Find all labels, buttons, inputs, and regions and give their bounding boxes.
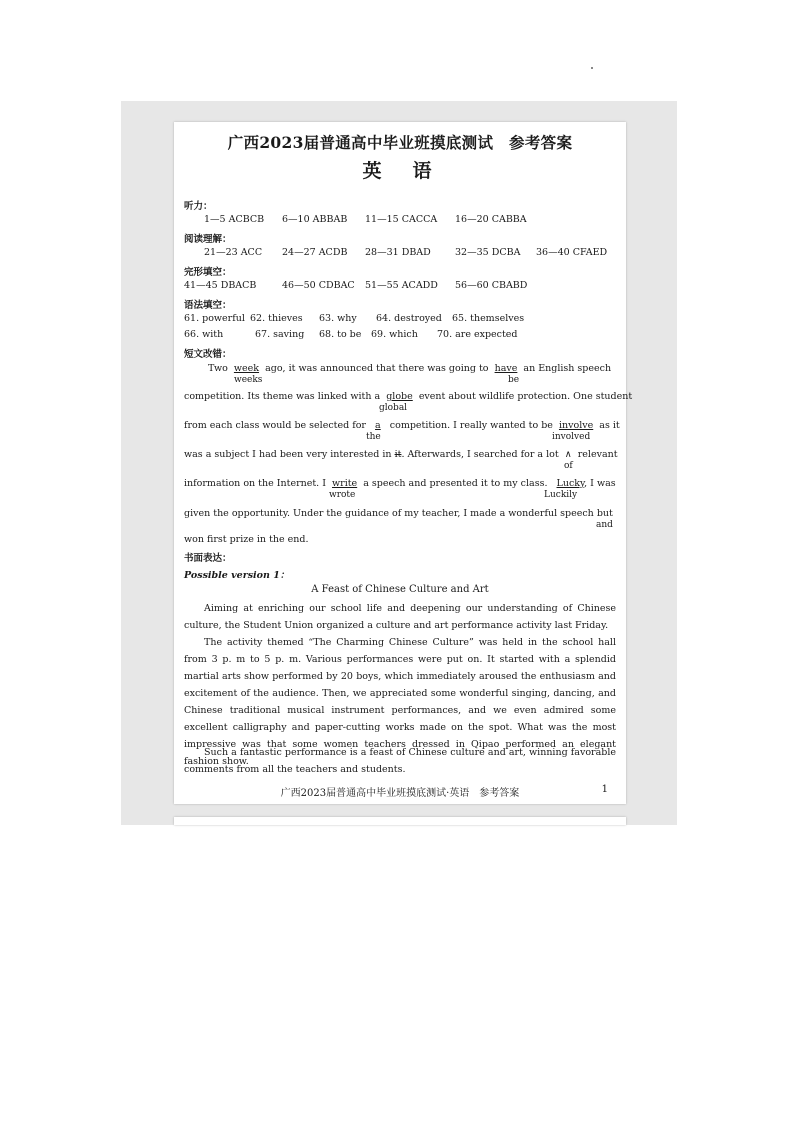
insert-mark: ∧ (564, 449, 572, 460)
correction-heading: 短文改错： (184, 349, 232, 360)
answer-group: 51—55 ACADD (365, 280, 438, 291)
error-word: involve (558, 420, 594, 431)
version-label: Possible version 1： (184, 570, 290, 581)
grammar-answer: 64. destroyed (376, 313, 442, 324)
answer-group: 41—45 DBACB (184, 280, 257, 291)
essay-title: A Feast of Chinese Culture and Art (311, 584, 489, 595)
page-footer: 广西2023届普通高中毕业班摸底测试·英语 参考答案 (280, 788, 520, 799)
writing-heading: 书面表达： (184, 553, 232, 564)
error-word: it (394, 449, 402, 460)
answer-group: 16—20 CABBA (455, 214, 527, 225)
grammar-answer: 66. with (184, 329, 224, 340)
answer-group: 28—31 DBAD (365, 247, 431, 258)
cloze-heading: 完形填空： (184, 267, 232, 278)
correction-fix: weeks (234, 375, 263, 385)
correction-fix: global (379, 403, 408, 413)
error-word: Lucky (556, 478, 585, 489)
answer-group: 46—50 CDBAC (282, 280, 355, 291)
error-word: globe (386, 391, 413, 402)
correction-fix: the (366, 432, 381, 442)
answer-group: 11—15 CACCA (365, 214, 438, 225)
correction-fix: be (508, 375, 520, 385)
error-word: have (494, 363, 518, 374)
page-number: 1 (601, 784, 608, 795)
subject-title: 英 语 (362, 160, 438, 182)
grammar-answer: 61. powerful (184, 313, 245, 324)
grammar-heading: 语法填空： (184, 300, 232, 311)
error-word: week (233, 363, 260, 374)
reading-heading: 阅读理解： (184, 234, 232, 245)
answer-page (174, 122, 633, 804)
essay-paragraph: Aiming at enriching our school life and deepening our understanding of Chinese culture, the Student Union organized a culture and art performance activity last Friday. (184, 603, 616, 631)
correction-line: won first prize in the end. (184, 534, 309, 545)
error-word: write (332, 478, 358, 489)
grammar-answer: 69. which (371, 329, 418, 340)
correction-line: Two week ago, it was announced that there was going to have an English speech (208, 363, 612, 374)
grammar-answer: 70. are expected (437, 329, 518, 340)
essay-paragraph: The activity themed “The Charming Chinese Culture” was held in the school hall from 3 p. m to 5 p. m. Various performances were put on. It started with a splendid martial arts show performed by 20 boys, which immediately aroused the enthusiasm and excitement of the audience. Then, we appreciated some wonderful singing, dancing, and Chinese traditional musical instrument performances, and we even admired some excellent calligraphy and paper-cutting works made on the spot. What was the most impressive was that some women teachers dressed in Qipao performed an elegant fashion show. (184, 637, 616, 767)
correction-line: information on the Internet. I write a speech and presented it to my class. Lucky, I was (184, 478, 616, 489)
grammar-answer: 68. to be (319, 329, 362, 340)
answer-group: 1—5 ACBCB (204, 214, 265, 225)
essay-paragraph: Such a fantastic performance is a feast of Chinese culture and art, winning favorable comments from all the teachers and students. (184, 747, 616, 775)
correction-fix: Luckily (544, 490, 578, 500)
answer-group: 56—60 CBABD (455, 280, 528, 291)
answer-group: 6—10 ABBAB (282, 214, 348, 225)
answer-group: 21—23 ACC (204, 247, 263, 258)
grammar-answer: 67. saving (255, 329, 305, 340)
page-title: 广西2023届普通高中毕业班摸底测试 参考答案 (227, 133, 573, 152)
listening-heading: 听力： (184, 201, 213, 212)
correction-fix: wrote (329, 490, 356, 500)
correction-line: from each class would be selected for a competition. I really wanted to be involve as it (184, 420, 620, 431)
grammar-answer: 62. thieves (250, 313, 303, 324)
answer-group: 32—35 DCBA (455, 247, 521, 258)
correction-line: given the opportunity. Under the guidance of my teacher, I made a wonderful speech but (184, 508, 613, 519)
correction-fix: of (564, 461, 573, 471)
answer-group: 24—27 ACDB (282, 247, 348, 258)
correction-fix: and (596, 520, 613, 530)
grammar-answer: 63. why (319, 313, 357, 324)
scan-speck (591, 67, 593, 69)
correction-line: was a subject I had been very interested in it. Afterwards, I searched for a lot ∧ relevant (184, 449, 618, 460)
next-page-edge (174, 817, 626, 825)
correction-fix: involved (552, 432, 591, 442)
correction-line: competition. Its theme was linked with a globe event about wildlife protection. One student (184, 391, 633, 402)
answer-group: 36—40 CFAED (536, 247, 608, 258)
grammar-answer: 65. themselves (452, 313, 525, 324)
error-word: a (375, 420, 381, 431)
